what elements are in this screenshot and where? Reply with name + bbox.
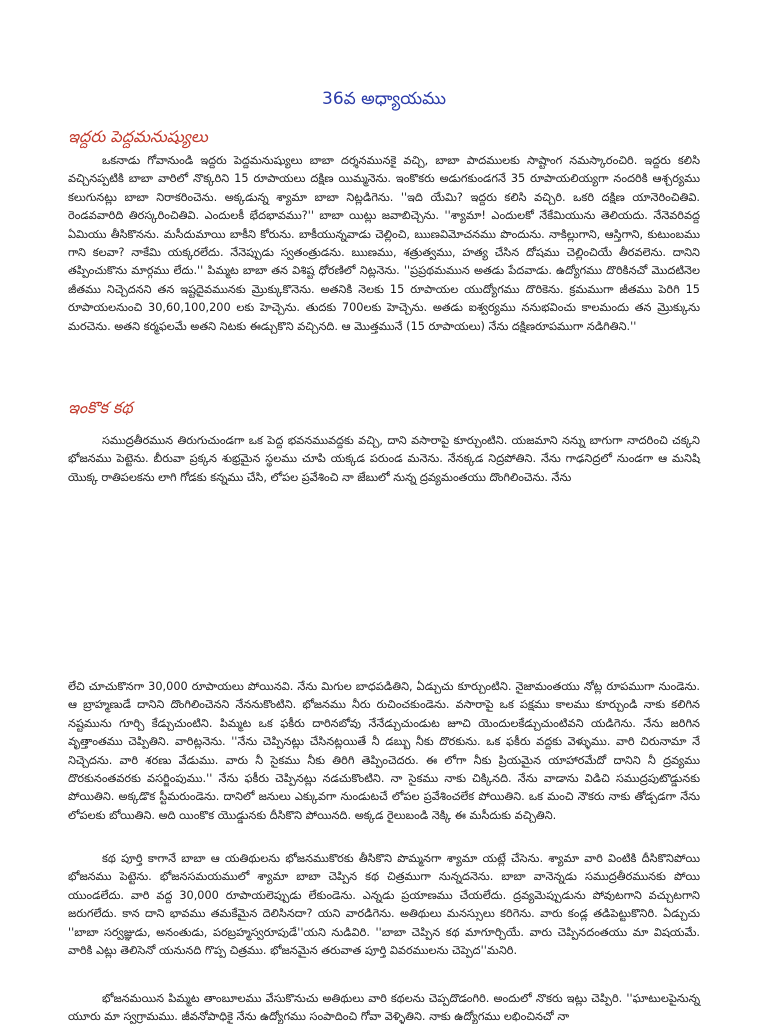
paragraph-continued: లేచి చూచుకొనగా 30,000 రూపాయలు పోయినవి. నేను మిగుల బాధపడితిని, ఏడ్చుచు కూర్చుంటిని. నైజామంతయు నోట్ల రూపముగా నుండెను. ఆ బ్రాహ్మణుడే దానిని దొంగిలించెనని నేననుకొంటిని. భోజనము నీరు రుచించకుండెను. వసారాపై ఒక పక్షము కాలము కూర్చుండి నాకు కలిగిన నష్టమును గూర్చి కేడ్చుచుంటిని. పిమ్మట ఒక ఫకీరు దారినబోవు నేనేడ్చుచుండుట జూచి యెందులకేడ్చుచుంటివని యడిగెను. నేను జరిగిన వృత్తాంతము చెప్పితిని. వారిట్లనెను. ''నేను చెప్పినట్లు చేసినట్లయితే నీ డబ్బు నీకు దొరకును. ఒక ఫకీరు వద్దకు వెళ్ళుము. వారి చిరునామా నే నిచ్చెదను. వారి శరణు వేడుము. వారు నీ సైకము నీకు తిరిగి తెప్పించెదరు. ఈ లోగా నీకు ప్రియమైన యాహారమేదో దానిని నీ ద్రవ్యము దొరకునంతవరకు వసర్జింపుము.'' నేను ఫకీరు చెప్పినట్లు నడచుకొంటిని. నా సైకము నాకు చిక్కినది. నేను వాడాను విడిచి సముద్రపుటొడ్డునకు పోయితిని. అక్కడొక స్టీమరుండెను. దానిలో జనులు ఎక్కువగా నుండుటచే లోపల ప్రవేశించలేక పోయితిని. ఒక మంచి నౌకరు నాకు తోడ్పడగా నేను లోపలకు బోయితిని. అది యింకొక యొడ్డునకు దీసికొని పోయినది. అక్కడ రైలుబండి నెక్కి ఈ మసీదుకు వచ్చితిని.	[68, 680, 700, 822]
chapter-title: 36వ అధ్యాయము	[322, 89, 446, 109]
section-heading-two-gentlemen: ఇద్దరు పెద్దమనుష్యులు	[68, 127, 208, 146]
paragraph: కథ పూర్తి కాగానే బాబా ఆ యతిథులను భోజనముకొరకు తీసికొని పొమ్మనగా శ్యామా యట్లే చేసెను. శ్యామా వారి వింటికి దీసికొనిపోయి భోజనము పెట్టెను. భోజనసమయములో శ్యామా బాబా చెప్పిన కథ చిత్రముగా నున్నదనెను. బాబా వానెన్నడు సముద్రతీరమునకు పోయి యుండలేదు. వారి వద్ద 30,000 రూపాయలెప్పుడు లేకుండెను. ఎన్నడు ప్రయాణము చేయలేదు. ద్రవ్యమెప్పుడును పోవుటగాని వచ్చుటగాని జరుగలేదు. కాన దాని భావము తమకేమైన దెలిసినదా? యని వారడిగెను. అతిథులు మనస్సులు కరిగెను. వారు కండ్ల తడిపెట్టుకొనిరి. ఏడ్చుచు ''బాబా సర్వజ్ఞుడు, అనంతుడు, పరబ్రహ్మస్వరూపుడే''యని నుడివిరి. ''బాబా చెప్పిన కథ మాగూర్చియే. వారు చెప్పినదంతయు మా విషయమే. వారికి ఎట్లు తెలిసెనో యనునది గొప్ప చిత్రము. భోజనమైన తరువాత పూర్తి వివరములను చెప్పెద''మనిరి.	[68, 852, 700, 958]
paragraph: ఒకనాడు గోవానుండి ఇద్దరు పెద్దమనుష్యులు బాబా దర్శనమునకై వచ్చి, బాబా పాదములకు సాష్టాంగ నమస్కారంచిరి. ఇద్దరు కలిసి వచ్చినప్పటికి బాబా వారిలో నొక్కరిని 15 రూపాయలు దక్షిణ యిమ్మనెను. ఇంకొకరు అడుగకుండగనే 35 రూపాయలియ్యగా నందరికి ఆశ్చర్యము కలుగునట్లు బాబా నిరాకరించెను. అక్కడున్న శ్యామా బాబా నిట్లడిగెను. ''ఇది యేమి? ఇద్దరు కలిసి వచ్చిరి. ఒకరి దక్షిణ యానెరించితివి. రెండవవారిది తిరస్కరించితివి. ఎందులకీ భేదభావము?'' బాబా యిట్లు జవాబిచ్చెను. ''శ్యామా! ఎందులకో నేకేమియును తెలియదు. నేనెవరివద్ద ఏమియు తీసికొనను. మసీదుమాయి బాకీని కోరును. బాకీయున్నవాడు చెల్లించి, ఋణవిమోచనము పొందును. నాకిల్లుగాని, ఆస్తిగాని, కుటుంబము గాని కలవా? నాకేమి యక్కరలేదు. నేనెప్పుడు స్వతంత్రుడను. ఋణము, శత్రుత్వము, హత్య చేసిన దోషము చెల్లించియే తీరవలెను. దానిని తప్పించుకొను మార్గము లేదు.'' పిమ్మట బాబా తన విశిష్ట ధోరణిలో నిట్లనెను. ''ప్రప్రథమమున అతడు పేదవాడు. ఉద్యోగము దొరికినచో మొదటినెల జీతము నిచ్చెదనని తన ఇష్టదైవమునకు మ్రొక్కుకొనెను. అతనికి నెలకు 15 రూపాయల యుద్యోగము దొరికెను. క్రమముగా జీతము పెరిగి 15 రూపాయలనుంచి 30,60,100,200 లకు హెచ్చెను. తుదకు 700లకు హెచ్చెను. అతడు ఐశ్వర్యము ననుభవించు కాలమందు తన మ్రొక్కును మరచెను. అతని కర్మఫలమే అతని నిటకు ఈడ్చుకొని వచ్చినది. ఆ మొత్తమునే (15 రూపాయలు) నేను దక్షిణరూపముగా నడిగితిని.''	[68, 154, 700, 333]
section-heading-another-story: ఇంకొక కథ	[68, 398, 133, 417]
paragraph: సముద్రతీరమున తిరుగుచుండగా ఒక పెద్ద భవనమువద్దకు వచ్చి, దాని వసారాపై కూర్చుంటిని. యజమాని నన్ను బాగుగా నాదరించి చక్కని భోజనము పెట్టెను. బీరువా ప్రక్కన శుభ్రమైన స్థలము చూపి యక్కడ పరుండ మనెను. నేనక్కడ నిద్రపోతిని. నేను గాఢనిద్రలో నుండగా ఆ మనిషి యొక్క రాతిపలకను లాగి గోడకు కన్నము చేసి, లోపల ప్రవేశించి నా జేబులో నున్న ద్రవ్యమంతయు దొంగిలించెను. నేను	[68, 434, 700, 484]
paragraph: భోజనమయిన పిమ్మట తాంబూలము వేసుకొనుచు అతిథులు వారి కథలను చెప్పదొడంగిరి. అందులో నొకరు ఇట్లు చెప్పిరి. ''ఘాటులపైనున్న యూరు మా స్వగ్రామము. జీవనోపాధికై నేను ఉద్యోగము సంపాదించి గోవా వెళ్ళితిని. నాకు ఉద్యోగము లభించినచో నా	[68, 992, 700, 1024]
